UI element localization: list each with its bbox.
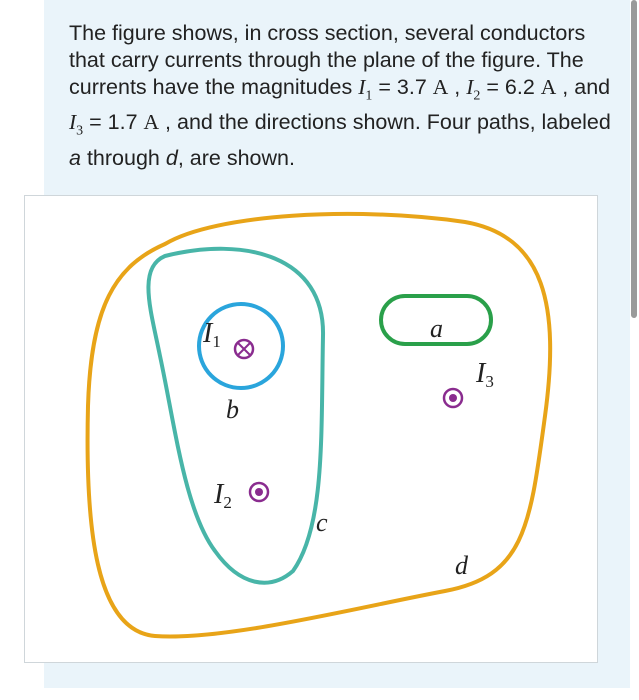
label-I3: I3 <box>476 358 494 391</box>
label-path-d: d <box>455 551 468 580</box>
problem-statement: The figure shows, in cross section, several conductors that carry currents through the plane of the figure. The currents have the magnitudes $I_1 = 3.7$ A , $I_2 = 6.2$ A , and $I_3 = 1.7$ A , and the directions shown. Four paths, labeled a through d, are shown. <box>69 21 611 170</box>
scrollbar[interactable] <box>631 0 637 318</box>
conductor-paths-figure <box>25 196 597 662</box>
label-path-a: a <box>430 314 443 343</box>
label-I2: I2 <box>214 479 232 512</box>
dot-circle-icon <box>444 389 462 407</box>
dot-circle-icon <box>250 483 268 501</box>
path-d <box>88 214 551 637</box>
label-path-b: b <box>226 395 239 424</box>
label-path-c: c <box>316 508 328 537</box>
label-I1: I1 <box>203 318 221 351</box>
figure-panel <box>24 195 598 663</box>
cross-circle-icon <box>235 340 253 358</box>
